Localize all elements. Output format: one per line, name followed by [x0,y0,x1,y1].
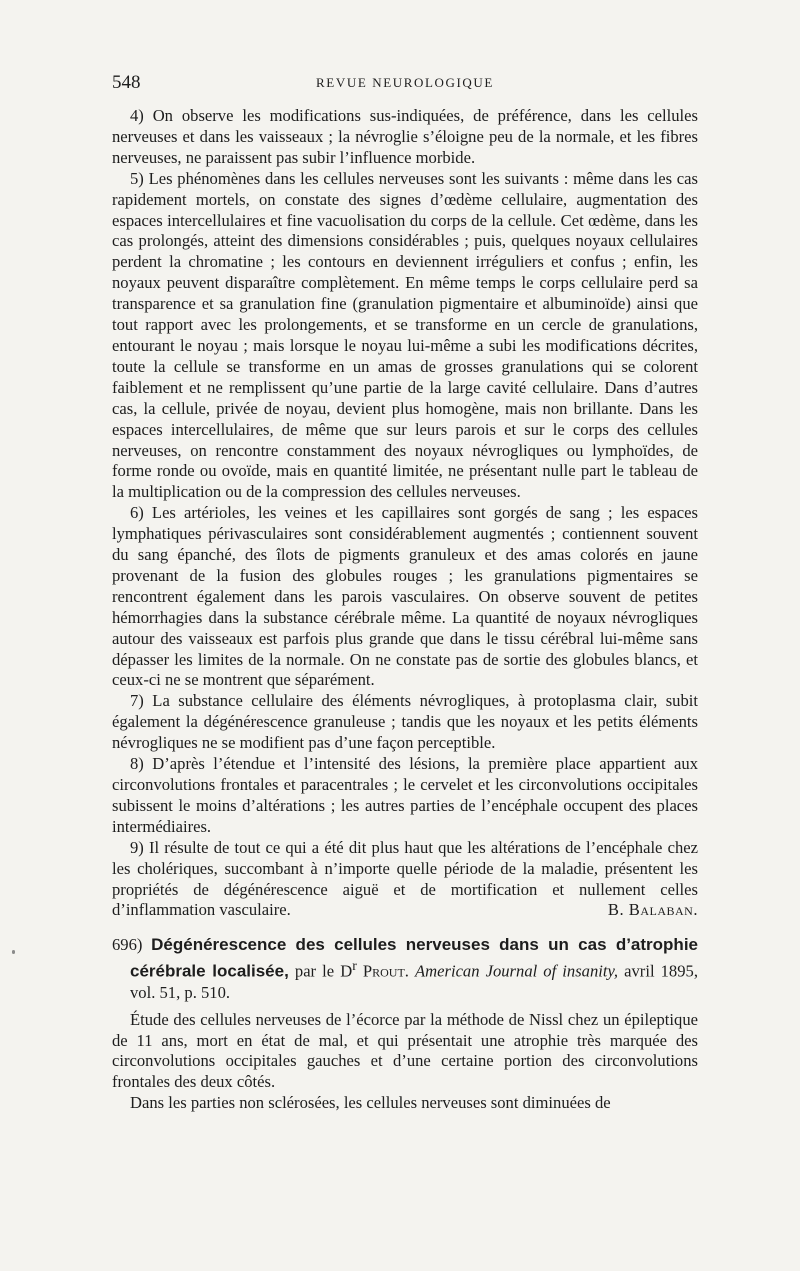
paragraph-8: 8) D’après l’étendue et l’intensité des lésions, la première place appartient aux circonvolutions frontales et paracentrales ; le cervelet et les circonvolutions occipitales subissent le moins d’altérations ; les autres parties de l’encéphale occupent des places intermédiaires. [112,754,698,836]
paragraph-4: 4) On observe les modifications sus-indiquées, de préférence, dans les cellules nerveuses et dans les vaisseaux ; la névroglie s’éloigne peu de la normale, et les fibres nerveuses, ne paraissent pas subir l’influence morbide. [112,106,698,167]
entry-by-sup: r [352,958,357,974]
entry-by: par le D [294,961,353,981]
abstract-paragraph-2: Dans les parties non sclérosées, les cellules nerveuses sont diminuées de [130,1093,611,1113]
entry-number: 696) [112,935,143,955]
margin-mark [12,950,15,954]
page-number: 548 [112,72,141,93]
paragraph-9 [112,838,698,922]
paragraph-5: 5) Les phénomènes dans les cellules nerveuses sont les suivants : même dans les cas rapidement mortels, on constate des signes d’œdème cellulaire, augmentation des espaces intercellulaires et fine vacuolisation du corps de la cellule. Cet œdème, dans les cas prolongés, atteint des dimensions considérables ; puis, quelques noyaux cellulaires perdent la chromatine ; les contours en deviennent irréguliers et confus ; enfin, les noyaux peuvent disparaître complètement. En même temps le corps cellulaire perd sa transparence et sa granulation fine (granulation pigmentaire et albuminoïde) ainsi que tout rapport avec les prolongements, et se transforme en un cercle de granulations, entourant le noyau ; mais lorsque le noyau lui-même a subi les modifications décrites, toute la cellule se transforme en un amas de grosses granulations qui se colorent faiblement et ne remplissent qu’une partie de la large cavité cellulaire. Dans d’autres cas, la cellule, privée de noyau, devient plus homogène, mais non brillante. Dans les espaces intercellulaires, de même que sur leurs parois et sur le corps des cellules nerveuses, on rencontre constamment des noyaux névrogliques ou lymphoïdes, de forme ronde ou ovoïde, mais en quantité limitée, ne présentant nulle part le tableau de la multiplication ou de la compression des cellules nerveuses. [112,168,698,502]
abstract-paragraph-1: Étude des cellules nerveuses de l’écorce par la méthode de Nissl chez un épileptique de 11 ans, mort en état de mal, et qui présentait une atrophie très marquée des circonvolutions occipitales gauches et d’une certaine portion des circonvolutions frontales des deux côtés. [112,1009,698,1092]
paragraph-9-text: 9) Il résulte de tout ce qui a été dit plus haut que les altérations de l’encéphale chez les cholériques, succombant à n’importe quelle période de la maladie, présentent les propriétés de dégénérescence aiguë et de mortification et nullement celles d’inflammation vasculaire. [112,837,698,920]
paragraph-6: 6) Les artérioles, les veines et les capillaires sont gorgés de sang ; les espaces lymphatiques périvasculaires sont considérablement augmentés ; contiennent souvent du sang épanché, des îlots de pigments granuleux et des amas colorés en jaune provenant de la fusion des globules rouges ; les granulations pigmentaires se rencontrent également dans les parois vasculaires. On observe souvent de petites hémorrhagies dans la substance cérébrale même. La quantité de noyaux névrogliques autour des vaisseaux est parfois plus grande que dans le tissu cérébral lui-même sans dépasser les limites de la normale. On ne constate pas de sortie des globules blancs, et ceux-ci ne se montrent que séparément. [112,503,698,690]
entry-author: Prout. [362,961,409,981]
body-text [112,106,698,1114]
entry-title: Dégénérescence des cellules nerveuses dans un cas d’atrophie cérébrale localisée, [130,935,698,981]
entry-journal: American Journal of insanity, [415,961,619,981]
paragraph-7: 7) La substance cellulaire des éléments névrogliques, à protoplasma clair, subit également la dégénérescence granuleuse ; tandis que les noyaux et les petits éléments névrogliques ne se modifient pas d’une façon perceptible. [112,691,698,753]
page-header [112,72,698,96]
entry-heading [112,935,698,1003]
entry-citation: avril 1895, vol. 51, p. 510. [130,961,698,1002]
running-head: REVUE NEUROLOGIQUE [316,75,494,90]
signature: B. Balaban. [607,900,698,920]
